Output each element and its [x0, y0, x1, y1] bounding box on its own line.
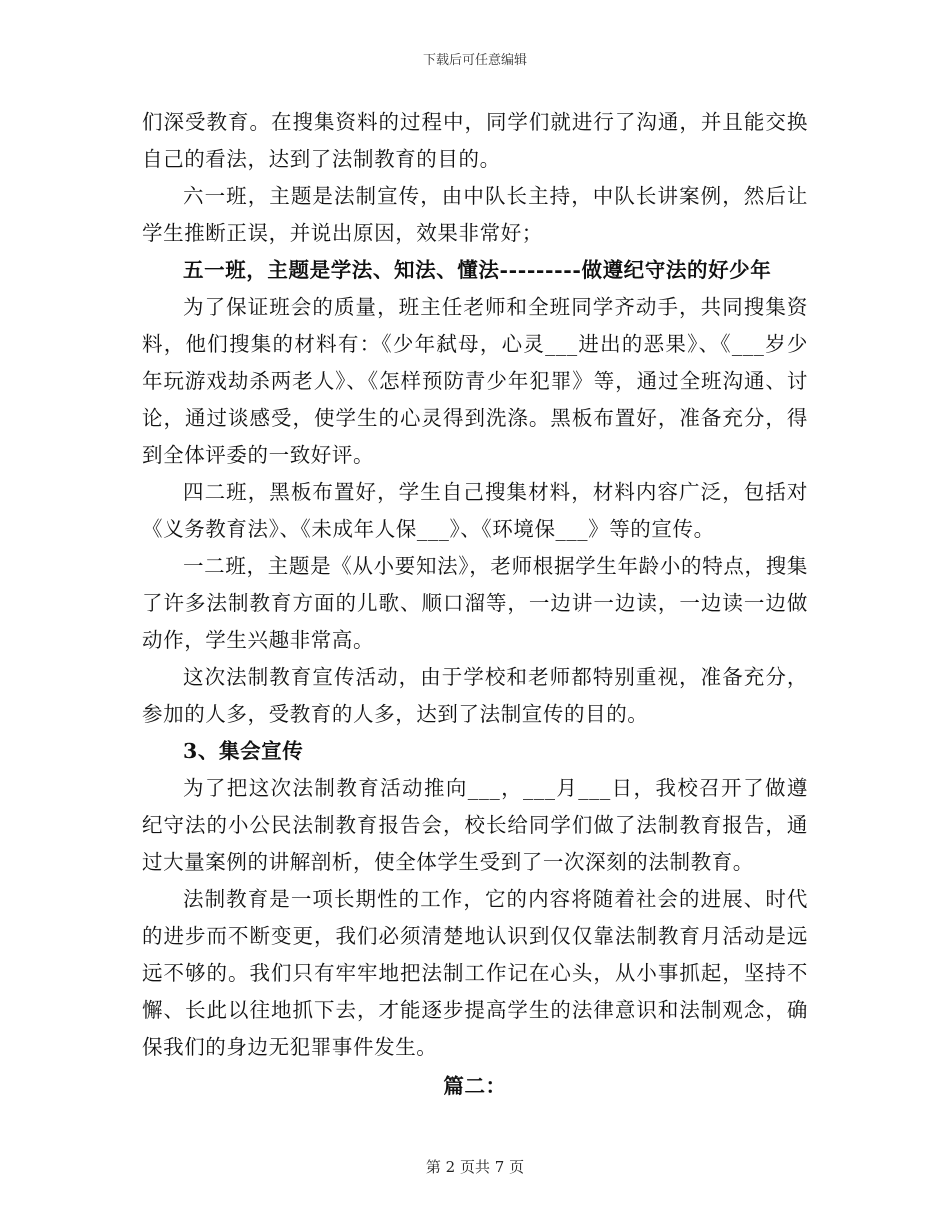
page-footer: 第 2 页共 7 页: [425, 1158, 525, 1176]
paragraph-summary: 这次法制教育宣传活动，由于学校和老师都特别重视，准备充分，参加的人多，受教育的人多，达到了法制宣传的目的。: [142, 665, 808, 726]
document-body: [142, 104, 808, 1105]
paragraph-class-4-2: 四二班，黑板布置好，学生自己搜集材料，材料内容广泛，包括对《义务教育法》、《未成年人保___》、《环境保___》等的宣传。: [142, 480, 808, 541]
paragraph-class-1-2: 一二班，主题是《从小要知法》，老师根据学生年龄小的特点，搜集了许多法制教育方面的儿歌、顺口溜等，一边讲一边读，一边读一边做动作，学生兴趣非常高。: [142, 554, 808, 652]
paragraph-continuation: 们深受教育。在搜集资料的过程中，同学们就进行了沟通，并且能交换自己的看法，达到了法制教育的目的。: [142, 110, 808, 171]
part-two-heading: 篇二：: [443, 1074, 507, 1098]
section-heading-assembly: 3、集会宣传: [183, 739, 304, 763]
paragraph-assembly: 为了把这次法制教育活动推向___，___月___日，我校召开了做遵纪守法的小公民法制教育报告会，校长给同学们做了法制教育报告，通过大量案例的讲解剖析，使全体学生受到了一次深刻的法制教育。: [142, 776, 808, 874]
paragraph-class-5-1-detail: 为了保证班会的质量，班主任老师和全班同学齐动手，共同搜集资料，他们搜集的材料有：《少年弑母，心灵___进出的恶果》、《___岁少年玩游戏劫杀两老人》、《怎样预防青少年犯罪》等，通过全班沟通、讨论，通过谈感受，使学生的心灵得到洗涤。黑板布置好，准备充分，得到全体评委的一致好评。: [142, 295, 808, 467]
paragraph-class-6-1: 六一班，主题是法制宣传，由中队长主持，中队长讲案例，然后让学生推断正误，并说出原因，效果非常好；: [142, 184, 808, 245]
paragraph-class-5-1-heading: 五一班，主题是学法、知法、懂法---------做遵纪守法的好少年: [183, 258, 772, 282]
page-header: 下载后可任意编辑: [422, 53, 527, 68]
paragraph-conclusion: 法制教育是一项长期性的工作，它的内容将随着社会的进展、时代的进步而不断变更，我们必须清楚地认识到仅仅靠法制教育月活动是远远不够的。我们只有牢牢地把法制工作记在心头，从小事抓起，坚持不懈、长此以往地抓下去，才能逐步提高学生的法律意识和法制观念，确保我们的身边无犯罪事件发生。: [142, 887, 808, 1059]
